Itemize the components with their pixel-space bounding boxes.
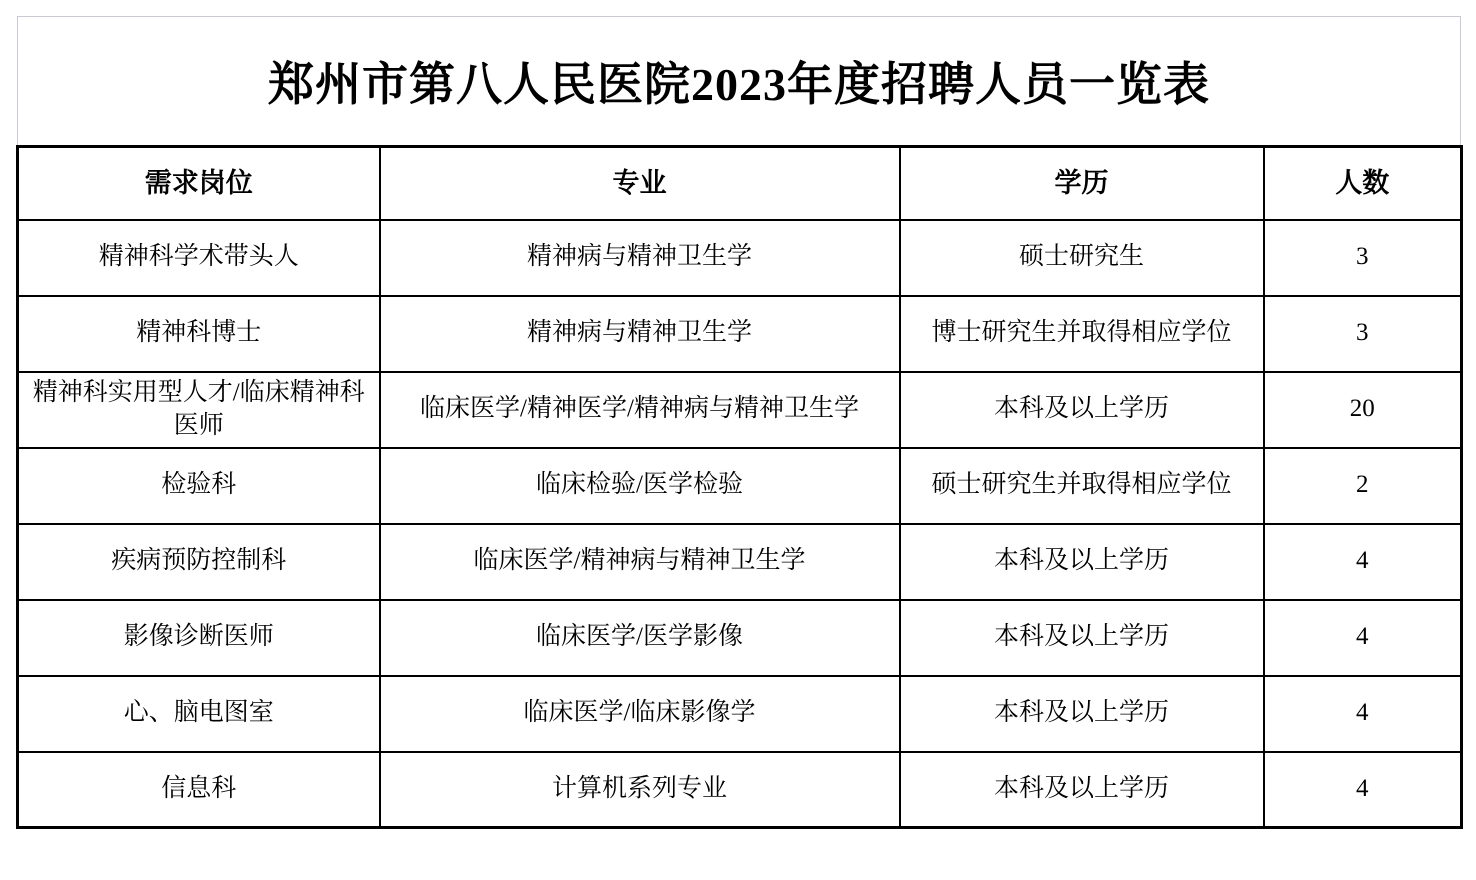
table-row — [18, 296, 1462, 372]
cell-education: 本科及以上学历 — [900, 600, 1264, 676]
page-title: 郑州市第八人民医院2023年度招聘人员一览表 — [268, 59, 1210, 110]
cell-count: 20 — [1264, 372, 1462, 448]
cell-education: 硕士研究生并取得相应学位 — [900, 448, 1264, 524]
cell-major: 精神病与精神卫生学 — [380, 220, 900, 296]
cell-major: 临床医学/医学影像 — [380, 600, 900, 676]
cell-major: 临床检验/医学检验 — [380, 448, 900, 524]
cell-position: 精神科博士 — [18, 296, 380, 372]
cell-position: 精神科实用型人才/临床精神科医师 — [18, 372, 380, 448]
cell-count: 4 — [1264, 752, 1462, 828]
cell-position: 影像诊断医师 — [18, 600, 380, 676]
table-row — [18, 676, 1462, 752]
cell-major: 临床医学/精神病与精神卫生学 — [380, 524, 900, 600]
table-row — [18, 220, 1462, 296]
cell-count: 3 — [1264, 296, 1462, 372]
cell-count: 4 — [1264, 600, 1462, 676]
table-row — [18, 752, 1462, 828]
header-count: 人数 — [1264, 147, 1462, 220]
cell-count: 3 — [1264, 220, 1462, 296]
cell-education: 本科及以上学历 — [900, 676, 1264, 752]
recruitment-table — [16, 145, 1463, 829]
cell-count: 4 — [1264, 676, 1462, 752]
cell-count: 2 — [1264, 448, 1462, 524]
cell-position: 疾病预防控制科 — [18, 524, 380, 600]
table-row — [18, 600, 1462, 676]
cell-education: 博士研究生并取得相应学位 — [900, 296, 1264, 372]
header-position: 需求岗位 — [18, 147, 380, 220]
cell-major: 临床医学/临床影像学 — [380, 676, 900, 752]
header-row — [18, 147, 1462, 220]
title-block — [17, 16, 1461, 145]
cell-major: 精神病与精神卫生学 — [380, 296, 900, 372]
table-row — [18, 524, 1462, 600]
table-row — [18, 448, 1462, 524]
cell-position: 心、脑电图室 — [18, 676, 380, 752]
cell-position: 信息科 — [18, 752, 380, 828]
cell-position: 检验科 — [18, 448, 380, 524]
cell-major: 临床医学/精神医学/精神病与精神卫生学 — [380, 372, 900, 448]
cell-education: 本科及以上学历 — [900, 524, 1264, 600]
cell-position: 精神科学术带头人 — [18, 220, 380, 296]
recruitment-sheet — [16, 16, 1462, 829]
cell-education: 硕士研究生 — [900, 220, 1264, 296]
header-major: 专业 — [380, 147, 900, 220]
cell-education: 本科及以上学历 — [900, 372, 1264, 448]
cell-count: 4 — [1264, 524, 1462, 600]
cell-education: 本科及以上学历 — [900, 752, 1264, 828]
cell-major: 计算机系列专业 — [380, 752, 900, 828]
table-row — [18, 372, 1462, 448]
header-education: 学历 — [900, 147, 1264, 220]
